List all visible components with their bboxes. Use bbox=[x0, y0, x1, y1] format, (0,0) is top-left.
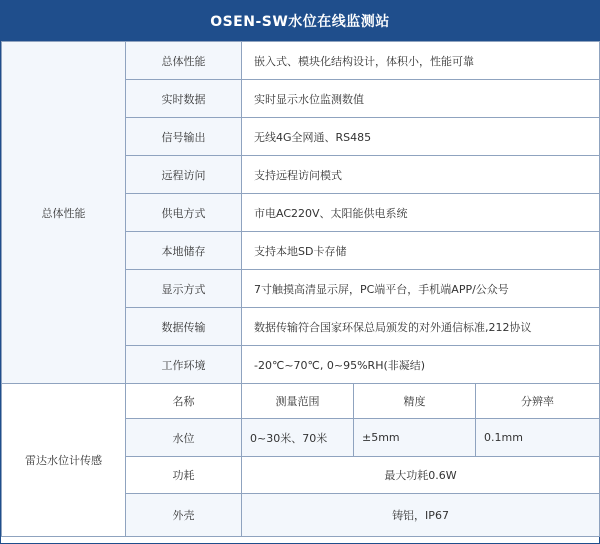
row-value: 数据传输符合国家环保总局颁发的对外通信标准,212协议 bbox=[242, 308, 600, 346]
spec-table bbox=[1, 41, 600, 537]
row-label: 数据传输 bbox=[126, 308, 242, 346]
section-label-general: 总体性能 bbox=[2, 42, 126, 384]
row-value: 支持本地SD卡存储 bbox=[242, 232, 600, 270]
row-value: 铸铝，IP67 bbox=[242, 494, 600, 537]
row-value: 无线4G全网通、RS485 bbox=[242, 118, 600, 156]
row-label: 本地储存 bbox=[126, 232, 242, 270]
row-label: 总体性能 bbox=[126, 42, 242, 80]
row-value: 最大功耗0.6W bbox=[242, 457, 600, 494]
row-label: 实时数据 bbox=[126, 80, 242, 118]
page-title: OSEN-SW水位在线监测站 bbox=[1, 1, 599, 41]
level-resolution: 0.1mm bbox=[476, 419, 600, 457]
row-label: 工作环境 bbox=[126, 346, 242, 384]
row-value: -20℃~70℃, 0~95%RH(非凝结) bbox=[242, 346, 600, 384]
column-header-name: 名称 bbox=[126, 384, 242, 419]
column-header-resolution: 分辨率 bbox=[476, 384, 600, 419]
row-label: 显示方式 bbox=[126, 270, 242, 308]
table-row bbox=[2, 42, 600, 80]
row-value: 嵌入式、模块化结构设计，体积小，性能可靠 bbox=[242, 42, 600, 80]
row-label: 供电方式 bbox=[126, 194, 242, 232]
row-label: 远程访问 bbox=[126, 156, 242, 194]
level-range: 0~30米、70米 bbox=[242, 419, 354, 457]
section-label-sensor: 雷达水位计传感 bbox=[2, 384, 126, 537]
row-value: 7寸触摸高清显示屏，PC端平台，手机端APP/公众号 bbox=[242, 270, 600, 308]
row-label: 信号输出 bbox=[126, 118, 242, 156]
row-label: 外壳 bbox=[126, 494, 242, 537]
row-value: 实时显示水位监测数值 bbox=[242, 80, 600, 118]
row-value: 市电AC220V、太阳能供电系统 bbox=[242, 194, 600, 232]
table-row bbox=[2, 384, 600, 419]
row-value: 支持远程访问模式 bbox=[242, 156, 600, 194]
row-label: 水位 bbox=[126, 419, 242, 457]
level-accuracy: ±5mm bbox=[354, 419, 476, 457]
column-header-range: 测量范围 bbox=[242, 384, 354, 419]
row-label: 功耗 bbox=[126, 457, 242, 494]
column-header-accuracy: 精度 bbox=[354, 384, 476, 419]
